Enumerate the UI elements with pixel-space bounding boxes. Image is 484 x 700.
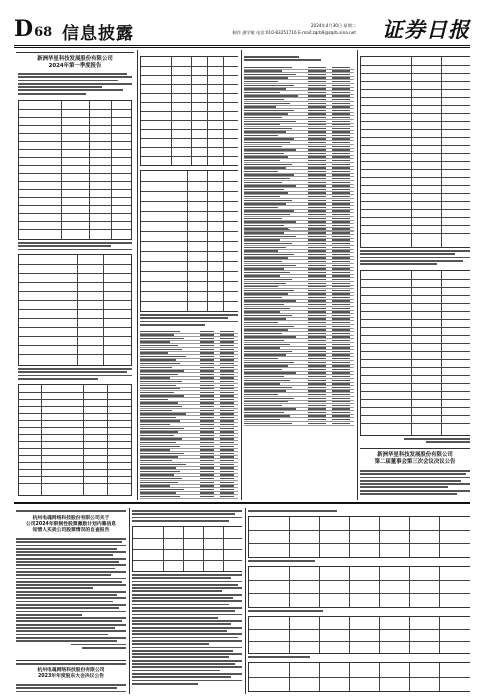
cash-flow-line-items: [244, 66, 354, 239]
voting-results-table-4: [248, 662, 470, 692]
page-number: 68: [34, 25, 53, 40]
editor-info: 制作 潘学敏 电话:010-83251716 E-mail:zqrb9@zqrb.sina.net: [232, 30, 356, 35]
disclosure-notice-column: [16, 508, 126, 694]
voting-results-column: [248, 508, 470, 694]
voting-results-table-3: [248, 616, 470, 654]
notice-top-rule: [360, 448, 470, 449]
notice-top-rule: [16, 660, 126, 661]
q1-report-title: 2024年第一季度报告: [48, 63, 102, 69]
voting-results-heading: [248, 510, 470, 513]
financial-statements-column: [140, 52, 238, 500]
board-meeting-column: [360, 52, 470, 500]
cash-flow-heading-text: [244, 56, 354, 63]
masthead: [14, 18, 470, 44]
voting-results-table-2: [248, 566, 470, 608]
agm-resolutions-text: [132, 574, 242, 686]
disclosure-notice-title-2: 知情人买卖公司股票情况的自查报告: [32, 528, 110, 533]
q1-report-notes: [18, 368, 132, 381]
meeting-notice-body: [360, 470, 470, 496]
page-code-letter: D: [14, 16, 34, 42]
q1-report-column: [16, 52, 134, 500]
nonrecurring-items-table: [18, 254, 132, 366]
balance-table: [140, 56, 238, 166]
voting-results-note: [248, 610, 470, 613]
masthead-rule-secondary: [14, 47, 470, 48]
cash-flow-line-items-2: [244, 228, 354, 426]
meeting-notice-title: 第二届董事会第三次会议决议公告: [374, 459, 456, 465]
section-separator: [14, 502, 470, 504]
signature-text: [360, 438, 470, 445]
voting-results-note: [248, 656, 470, 659]
issue-date: 2024年4月30日 星期二: [310, 23, 356, 28]
column-divider: [129, 508, 130, 694]
column-divider: [241, 50, 242, 500]
agm-body-text: [132, 510, 242, 523]
agm-notice-title: 2023年年度股东大会决议公告: [37, 674, 105, 679]
section-title: 信息披露: [62, 24, 134, 44]
agm-notice-body: [16, 684, 126, 694]
disclosure-notice-body: [16, 538, 126, 650]
statement-notes: [140, 314, 238, 327]
disclosure-notice-title-1: 公司2024年限制性股票激励计划内幕信息: [25, 522, 117, 527]
financial-data-table: [18, 100, 132, 240]
disclosure-notice-company: 杭州电魂网络科技股份有限公司关于: [32, 516, 110, 521]
page-code: [14, 18, 52, 44]
masthead-rule: [14, 45, 470, 46]
q1-report-body: [18, 242, 132, 252]
shareholder-table: [18, 384, 132, 496]
agm-results-column: [132, 508, 242, 694]
notice-top-rule: [16, 52, 134, 53]
q1-report-company: 新洲华星科技发展股份有限公司: [37, 56, 113, 62]
stock-code-line: [16, 510, 126, 513]
income-table: [140, 170, 238, 312]
stock-code-line: [16, 663, 126, 666]
cash-flow-column: [244, 52, 354, 500]
meeting-notice-company: 新洲华星科技发展股份有限公司: [377, 452, 453, 458]
q1-report-intro: [18, 73, 132, 96]
agm-notice-company: 杭州电魂网络科技股份有限公司: [37, 668, 105, 673]
cash-flow-summary-table: [360, 56, 470, 248]
cash-flow-notes: [360, 250, 470, 266]
voting-table: [132, 526, 242, 572]
statement-line-items: [140, 330, 238, 500]
investing-flow-table: [360, 270, 470, 436]
column-divider: [245, 508, 246, 694]
column-divider: [357, 50, 358, 500]
voting-results-table-1: [248, 516, 470, 558]
newspaper-logo: 证券日报: [382, 17, 470, 42]
column-divider: [137, 50, 138, 500]
voting-results-note: [248, 560, 470, 563]
